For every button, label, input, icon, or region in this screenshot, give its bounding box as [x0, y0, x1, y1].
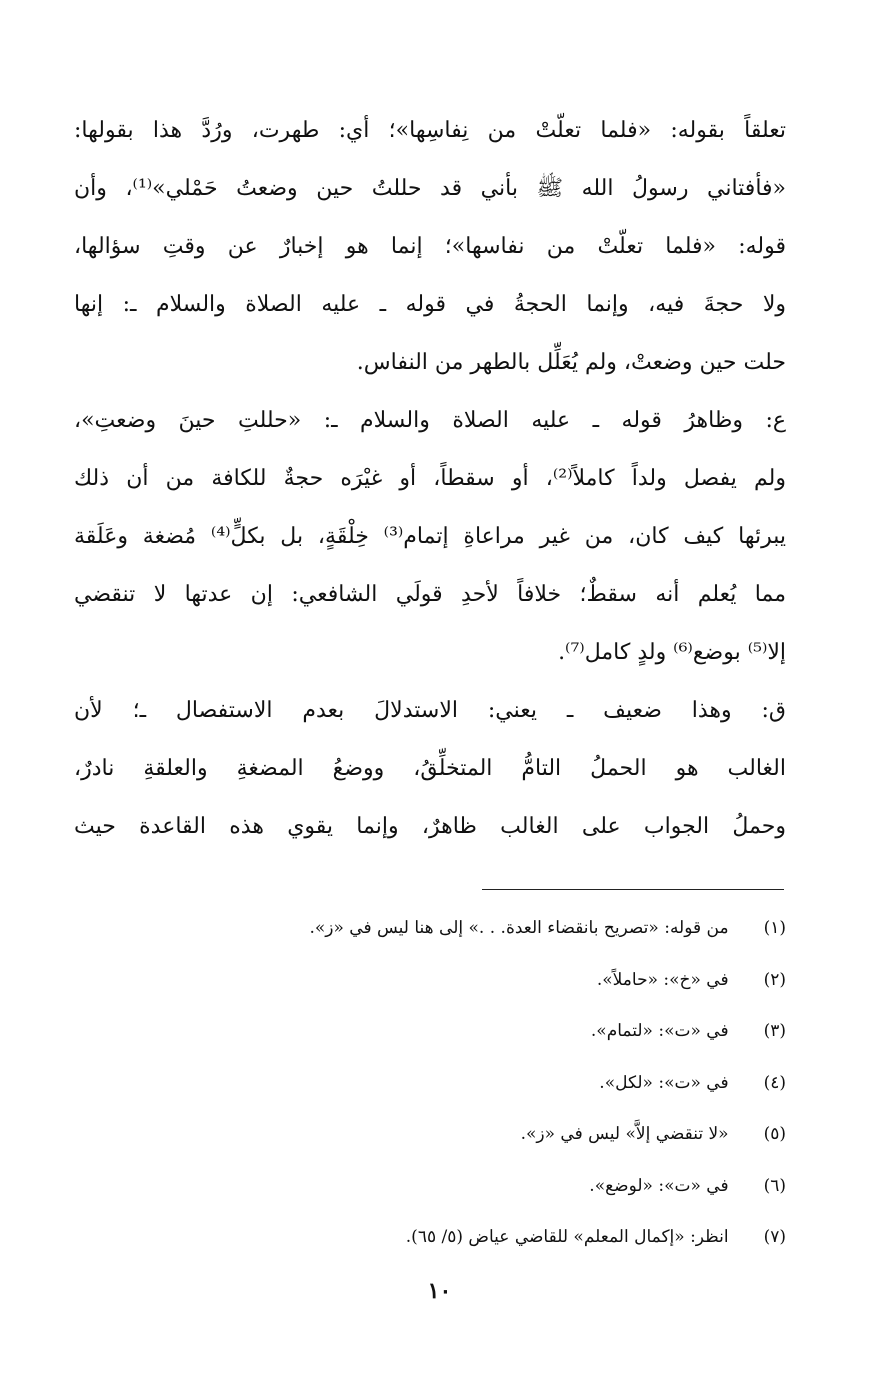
text-line: ع: وظاهرُ قوله ـ عليه الصلاة والسلام ـ: «حللتِ حينَ وضعتِ»،	[74, 408, 786, 433]
footnote-number: (١)	[763, 918, 786, 938]
text-line: ق: وهذا ضعيف ـ يعني: الاستدلالَ بعدم الاستفصال ـ؛ لأن	[74, 698, 786, 723]
footnote-number: (٣)	[763, 1021, 786, 1041]
footnote-number: (٢)	[763, 969, 786, 990]
text-line: إلا⁽⁵⁾ بوضع⁽⁶⁾ ولدٍ كامل⁽⁷⁾.	[558, 640, 786, 665]
text-line: تعلقاً بقوله: «فلما تعلّتْ من نِفاسِها»؛ أي: طهرت، ورُدَّ هذا بقولها:	[74, 118, 786, 143]
text-line: يبرئها كيف كان، من غير مراعاةِ إتمام⁽³⁾ خِلْقَةٍ، بل بكلٍّ⁽⁴⁾ مُضغة وعَلَقة	[74, 524, 786, 549]
text-line: مما يُعلم أنه سقطٌ؛ خلافاً لأحدِ قولَي الشافعي: إن عدتها لا تنقضي	[74, 582, 786, 607]
footnote-number: (٧)	[763, 1227, 786, 1247]
footnote-text: في «ت»: «لوضع».	[589, 1175, 729, 1196]
footnote-item	[120, 955, 786, 1007]
footnote-item	[120, 1161, 786, 1213]
footnote-text: انظر: «إكمال المعلم» للقاضي عياض (٥/ ٦٥).	[405, 1227, 729, 1247]
text-line: حلت حين وضعتْ، ولم يُعَلِّل بالطهر من النفاس.	[356, 350, 786, 375]
text-line: قوله: «فلما تعلّتْ من نفاسها»؛ إنما هو إخبارٌ عن وقتِ سؤالها،	[74, 234, 786, 259]
text-line: ولا حجةَ فيه، وإنما الحجةُ في قوله ـ عليه الصلاة والسلام ـ: إنها	[74, 292, 786, 317]
page-number: ١٠	[427, 1278, 452, 1304]
footnote-item	[120, 1006, 786, 1058]
footnote-separator	[482, 889, 784, 890]
footnote-number: (٤)	[763, 1072, 786, 1093]
footnote-text: في «خ»: «حاملاً».	[596, 969, 729, 990]
footnote-item	[120, 1212, 786, 1264]
footnote-text: «لا تنقضي إلاَّ» ليس في «ز».	[520, 1124, 729, 1144]
text-line: ولم يفصل ولداً كاملاً⁽²⁾، أو سقطاً، أو غيْرَه حجةٌ للكافة من أن ذلك	[74, 466, 786, 491]
footnote-item	[120, 903, 786, 955]
footnote-text: في «ت»: «لتمام».	[590, 1021, 729, 1041]
footnote-text: من قوله: «تصريح بانقضاء العدة. . .» إلى هنا ليس في «ز».	[309, 918, 729, 938]
text-line: وحملُ الجواب على الغالب ظاهرٌ، وإنما يقوي هذه القاعدة حيث	[74, 814, 786, 839]
footnotes	[120, 903, 786, 1264]
paragraph-1	[74, 102, 786, 392]
footnote-number: (٥)	[763, 1124, 786, 1144]
footnote-text: في «ت»: «لكل».	[599, 1072, 729, 1093]
footnote-item	[120, 1058, 786, 1110]
footnote-number: (٦)	[763, 1175, 786, 1196]
paragraph-3	[74, 682, 786, 856]
text-line: الغالب هو الحملُ التامُّ المتخلِّقُ، ووضعُ المضغةِ والعلقةِ نادرٌ،	[74, 756, 786, 781]
text-line: «فأفتاني رسولُ الله ﷺ بأني قد حللتُ حين وضعتُ حَمْلي»⁽¹⁾، وأن	[74, 176, 786, 201]
footnote-item	[120, 1109, 786, 1161]
main-text	[74, 102, 786, 856]
paragraph-2	[74, 392, 786, 682]
